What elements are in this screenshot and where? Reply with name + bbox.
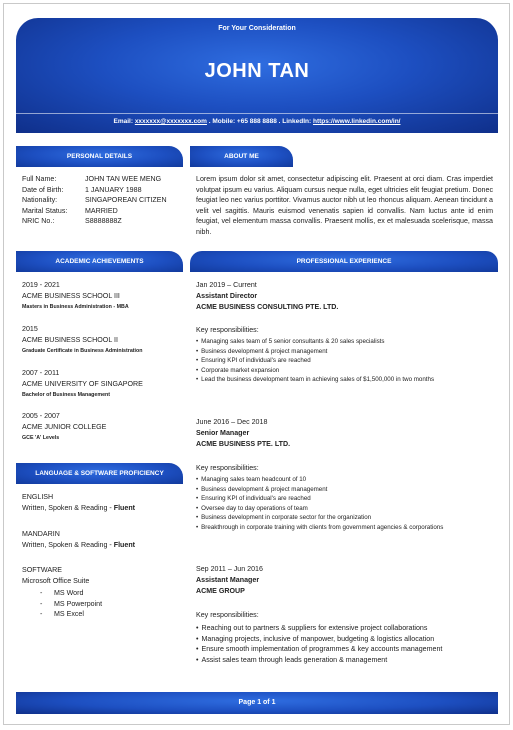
language-english-desc xyxy=(22,503,135,514)
mobile-text: . Mobile: +65 888 8888 . LinkedIn: xyxy=(206,118,313,125)
job-bullet: • Ensuring KPI of individual's are reached xyxy=(196,356,434,366)
header-divider xyxy=(16,113,498,114)
software-label: SOFTWARE xyxy=(22,566,62,574)
page-footer: Page 1 of 1 xyxy=(16,692,498,714)
academic-years: 2015 xyxy=(22,325,38,333)
job-bullet: • Managing projects, inclusive of manpower, budgeting & logistics allocation xyxy=(196,634,442,645)
email-link[interactable]: xxxxxxx@xxxxxxx.com xyxy=(134,118,207,125)
about-me-heading: ABOUT ME xyxy=(190,146,293,167)
language-mandarin-desc xyxy=(22,540,135,551)
job-period: June 2016 – Dec 2018 xyxy=(196,418,268,426)
job-resp-label: Key responsibilities: xyxy=(196,611,259,619)
job-resp-label: Key responsibilities: xyxy=(196,326,259,334)
software-list xyxy=(40,588,102,620)
language-english: ENGLISH xyxy=(22,493,54,501)
software-item: - MS Excel xyxy=(40,609,102,620)
job-bullet: • Oversee day to day operations of team xyxy=(196,504,443,514)
job-bullets xyxy=(196,475,443,533)
personal-value: SINGAPOREAN CITIZEN xyxy=(85,196,167,205)
personal-value: 1 JANUARY 1988 xyxy=(85,185,142,194)
academic-award: Graduate Certificate in Business Administration xyxy=(22,348,143,354)
job-company: ACME BUSINESS CONSULTING PTE. LTD. xyxy=(196,303,339,311)
job-bullet: • Business development & project management xyxy=(196,347,434,357)
job-bullet: • Lead the business development team in achieving sales of $1,500,000 in two months xyxy=(196,375,434,385)
email-label: Email: xyxy=(113,118,135,125)
about-me-text: Lorem ipsum dolor sit amet, consectetur adipiscing elit. Praesent at orci diam. Cras imperdiet volutpat ipsum eu varius. Aliquam cursus neque nulla, eget ultricies elit feugiat pretium. Donec feugiat leo nec varius porttitor. Vivamus auctor nibh ut leo rhoncus aliquam. Aenean tincidunt a velit vel sagittis. Mauris euismod venenatis sapien id convallis. Nam luctus ante id enim feugiat, vel elementum massa convallis. Praesent mollis, ex et malesuada scelerisque, massa nibh. xyxy=(196,175,493,236)
header-banner xyxy=(16,18,498,133)
job-bullet: • Breakthrough in corporate training with clients from government agencies & corporations xyxy=(196,523,443,533)
personal-key: Marital Status: xyxy=(22,206,68,215)
academic-years: 2019 - 2021 xyxy=(22,281,60,289)
job-role: Senior Manager xyxy=(196,429,250,437)
academic-school: ACME JUNIOR COLLEGE xyxy=(22,423,107,431)
software-suite: Microsoft Office Suite xyxy=(22,577,90,585)
academic-years: 2005 - 2007 xyxy=(22,412,60,420)
language-heading: LANGUAGE & SOFTWARE PROFICIENCY xyxy=(16,463,183,484)
job-bullets xyxy=(196,623,442,666)
job-bullet: • Business development & project management xyxy=(196,485,443,495)
job-bullet: • Ensuring KPI of individual's are reached xyxy=(196,494,443,504)
personal-value: MARRIED xyxy=(85,206,118,215)
job-bullet: • Corporate market expansion xyxy=(196,366,434,376)
academic-award: GCE 'A' Levels xyxy=(22,435,60,441)
job-bullets xyxy=(196,337,434,385)
academic-award: Bachelor of Business Management xyxy=(22,392,111,398)
personal-row xyxy=(22,185,142,196)
consideration-line: For Your Consideration xyxy=(218,25,296,32)
job-period: Jan 2019 – Current xyxy=(196,281,257,289)
job-bullet: • Business development in corporate sector for the organization xyxy=(196,513,443,523)
mandarin-level: Fluent xyxy=(113,541,136,549)
job-bullet: • Ensure smooth implementation of programmes & key accounts management xyxy=(196,644,442,655)
job-bullet: • Reaching out to partners & suppliers for extensive project collaborations xyxy=(196,623,442,634)
personal-row xyxy=(22,216,122,227)
job-bullet: • Assist sales team through leads generation & management xyxy=(196,655,442,666)
personal-key: Nationality: xyxy=(22,196,58,205)
personal-details-heading: PERSONAL DETAILS xyxy=(16,146,183,167)
job-resp-label: Key responsibilities: xyxy=(196,464,259,472)
academic-school: ACME BUSINESS SCHOOL II xyxy=(22,336,118,344)
english-level: Fluent xyxy=(113,504,136,512)
english-desc-text: Written, Spoken & Reading - xyxy=(22,504,114,512)
contact-line xyxy=(16,118,498,125)
academic-award: Masters in Business Administration - MBA xyxy=(22,304,129,310)
job-role: Assistant Director xyxy=(196,292,258,300)
personal-value: S8888888Z xyxy=(85,217,122,226)
personal-key: Full Name: xyxy=(22,175,57,183)
personal-key: NRIC No.: xyxy=(22,217,55,226)
job-bullet: • Managing sales team headcount of 10 xyxy=(196,475,443,485)
academic-school: ACME UNIVERSITY OF SINGAPORE xyxy=(22,380,143,388)
job-company: ACME BUSINESS PTE. LTD. xyxy=(196,440,291,448)
job-company: ACME GROUP xyxy=(196,587,245,595)
personal-row xyxy=(22,174,161,185)
personal-row xyxy=(22,206,118,217)
job-period: Sep 2011 – Jun 2016 xyxy=(196,565,263,573)
academic-years: 2007 - 2011 xyxy=(22,369,60,377)
personal-key: Date of Birth: xyxy=(22,185,64,194)
personal-row xyxy=(22,195,167,206)
candidate-name: JOHN TAN xyxy=(204,60,310,82)
language-mandarin: MANDARIN xyxy=(22,530,60,538)
academic-heading: ACADEMIC ACHIEVEMENTS xyxy=(16,251,183,272)
mandarin-desc-text: Written, Spoken & Reading - xyxy=(22,541,114,549)
linkedin-link[interactable]: https://www.linkedin.com/in/ xyxy=(312,118,401,125)
job-bullet: • Managing sales team of 5 senior consultants & 20 sales specialists xyxy=(196,337,434,347)
job-role: Assistant Manager xyxy=(196,576,260,584)
software-item: - MS Word xyxy=(40,588,102,599)
software-item: - MS Powerpoint xyxy=(40,599,102,610)
academic-school: ACME BUSINESS SCHOOL III xyxy=(22,292,120,300)
personal-value: JOHN TAN WEE MENG xyxy=(85,175,162,183)
experience-heading: PROFESSIONAL EXPERIENCE xyxy=(190,251,498,272)
